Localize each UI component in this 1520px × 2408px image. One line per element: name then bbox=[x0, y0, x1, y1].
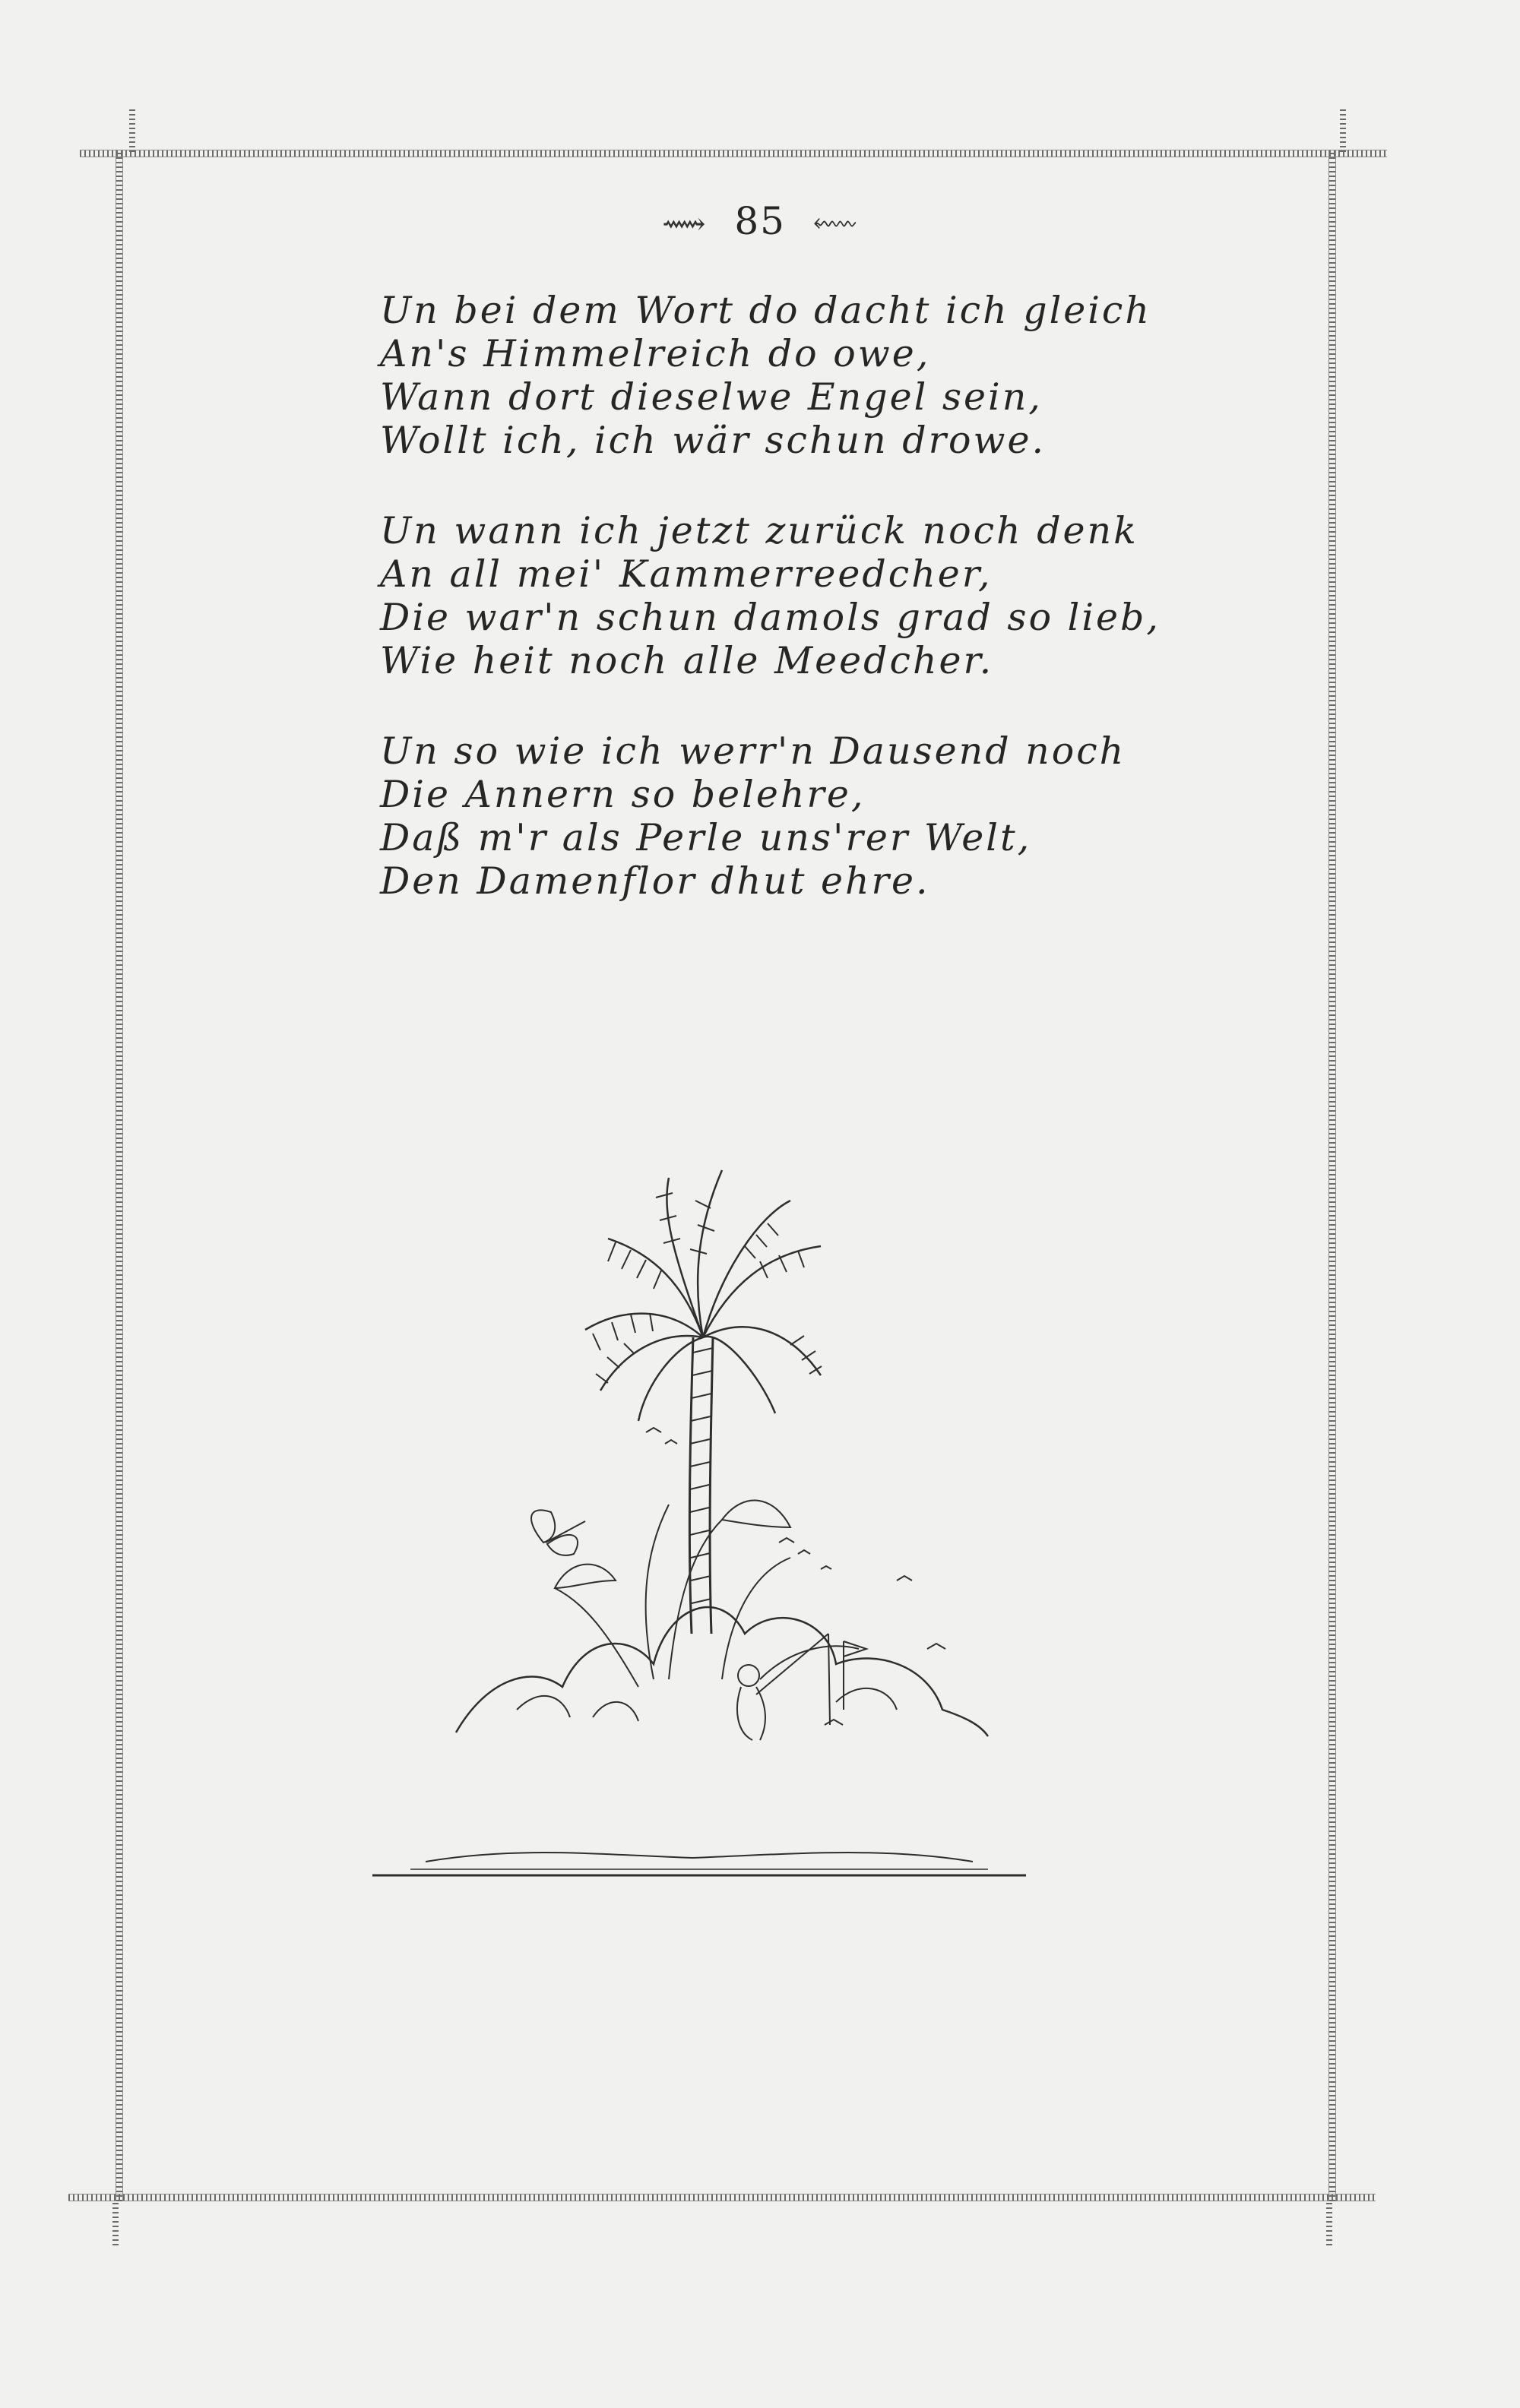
stanza bbox=[380, 509, 1161, 682]
poem-line: Wie heit noch alle Meedcher. bbox=[380, 639, 994, 682]
page-header bbox=[0, 199, 1520, 243]
poem-line: Die war'n schun damols grad so lieb, bbox=[380, 596, 1161, 639]
poem-line: Den Damenflor dhut ehre. bbox=[380, 859, 930, 903]
fishing-figure bbox=[737, 1634, 866, 1740]
page-number: 85 bbox=[734, 199, 786, 243]
frame-right-rule bbox=[1328, 150, 1336, 2201]
poem-line: Wollt ich, ich wär schun drowe. bbox=[380, 419, 1047, 462]
poem-line: An's Himmelreich do owe, bbox=[380, 332, 931, 375]
frame-top-rule bbox=[80, 150, 1387, 157]
poem-line: Un wann ich jetzt zurück noch denk bbox=[380, 509, 1138, 552]
ornament-right-icon: ⬳ bbox=[812, 207, 858, 242]
frame-bottom-rule bbox=[68, 2194, 1376, 2201]
stanza bbox=[380, 729, 1140, 903]
foliage bbox=[456, 1501, 988, 1736]
frame-corner-tick bbox=[1340, 106, 1346, 152]
poem-line: Un bei dem Wort do dacht ich gleich bbox=[380, 289, 1151, 332]
poem-line: Un so wie ich werr'n Dausend noch bbox=[380, 729, 1126, 773]
poem-line: Die Annern so belehre, bbox=[380, 773, 866, 816]
ornament-left-icon: ⟿ bbox=[662, 207, 708, 242]
palm-tree-vignette-icon bbox=[365, 1056, 1034, 1900]
butterfly-icon bbox=[531, 1510, 585, 1555]
frame-corner-tick bbox=[129, 106, 135, 152]
frame-left-rule bbox=[116, 150, 123, 2201]
poem-line: Wann dort dieselwe Engel sein, bbox=[380, 375, 1043, 419]
poem-line: Daß m'r als Perle uns'rer Welt, bbox=[380, 816, 1032, 859]
stanza bbox=[380, 289, 1151, 462]
frame-corner-tick bbox=[112, 2200, 119, 2245]
ground-rule bbox=[372, 1853, 1026, 1875]
palm-trunk bbox=[689, 1337, 713, 1634]
frame-corner-tick bbox=[1326, 2200, 1332, 2245]
poem bbox=[380, 289, 1161, 950]
poem-line: An all mei' Kammerreedcher, bbox=[380, 552, 993, 596]
palm-fronds bbox=[585, 1170, 822, 1421]
